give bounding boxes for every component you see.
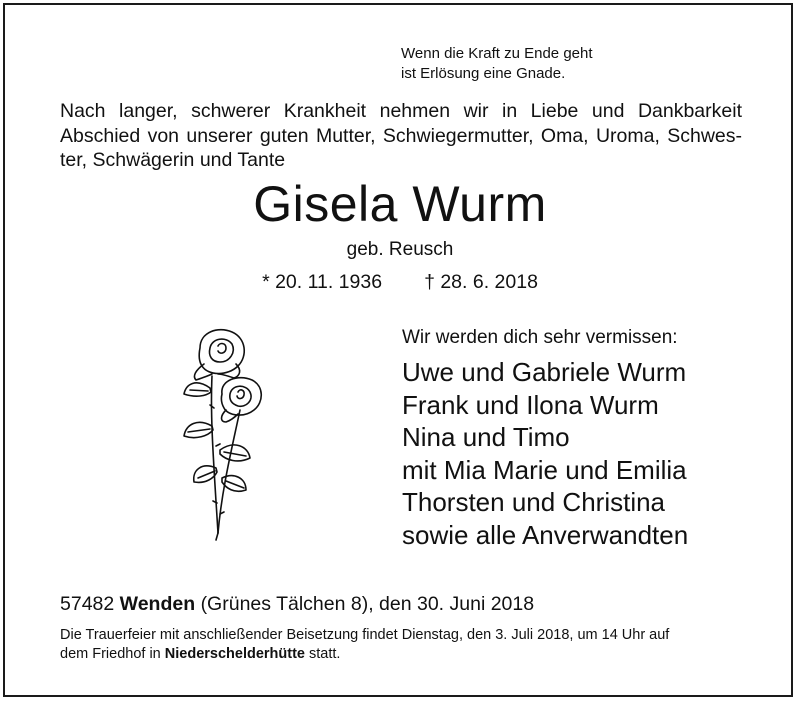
epigraph-quote (401, 44, 593, 84)
mourners-heading: Wir werden dich sehr vermissen: (402, 327, 678, 348)
zip-code: 57482 (60, 593, 115, 615)
address-date: (Grünes Tälchen 8), den 30. Juni 2018 (200, 593, 535, 615)
mourner-name: mit Mia Marie und Emilia (402, 454, 687, 485)
mourner-name: Nina und Timo (402, 422, 570, 452)
place-date-line (60, 592, 534, 616)
cemetery-place: Niederschelderhütte (164, 646, 305, 662)
maiden-name: geb. Reusch (346, 239, 454, 260)
quote-line: Wenn die Kraft zu Ende geht (401, 45, 593, 62)
quote-line: ist Erlösung eine Gnade. (401, 65, 566, 82)
intro-line: Nach langer, schwerer Krankheit nehmen wir in Liebe und Dankbarkeit (60, 100, 742, 122)
funeral-text: Die Trauerfeier mit anschließender Beisetzung findet Dienstag, den 3. Juli 2018, um 14 Uhr auf (60, 627, 670, 643)
mourner-name: Frank und Ilona Wurm (402, 389, 659, 420)
funeral-info (60, 626, 750, 664)
mourners-list (402, 356, 688, 551)
life-dates (0, 270, 800, 294)
funeral-text: statt. (309, 646, 341, 662)
intro-line: Abschied von unserer guten Mutter, Schwiegermutter, Oma, Uroma, Schwes- (60, 124, 742, 147)
mourner-name: Uwe und Gabriele Wurm (402, 357, 687, 387)
death-date: † 28. 6. 2018 (424, 271, 538, 293)
rose-illustration (160, 318, 280, 548)
deceased-name: Gisela Wurm (253, 176, 547, 232)
mourner-name: Thorsten und Christina (402, 487, 666, 517)
town-name: Wenden (119, 593, 196, 615)
birth-date: * 20. 11. 1936 (262, 271, 383, 293)
intro-paragraph (60, 99, 742, 173)
intro-line: ter, Schwägerin und Tante (60, 149, 286, 171)
mourner-name: sowie alle Anverwandten (402, 519, 689, 550)
funeral-text: dem Friedhof in (60, 646, 161, 662)
